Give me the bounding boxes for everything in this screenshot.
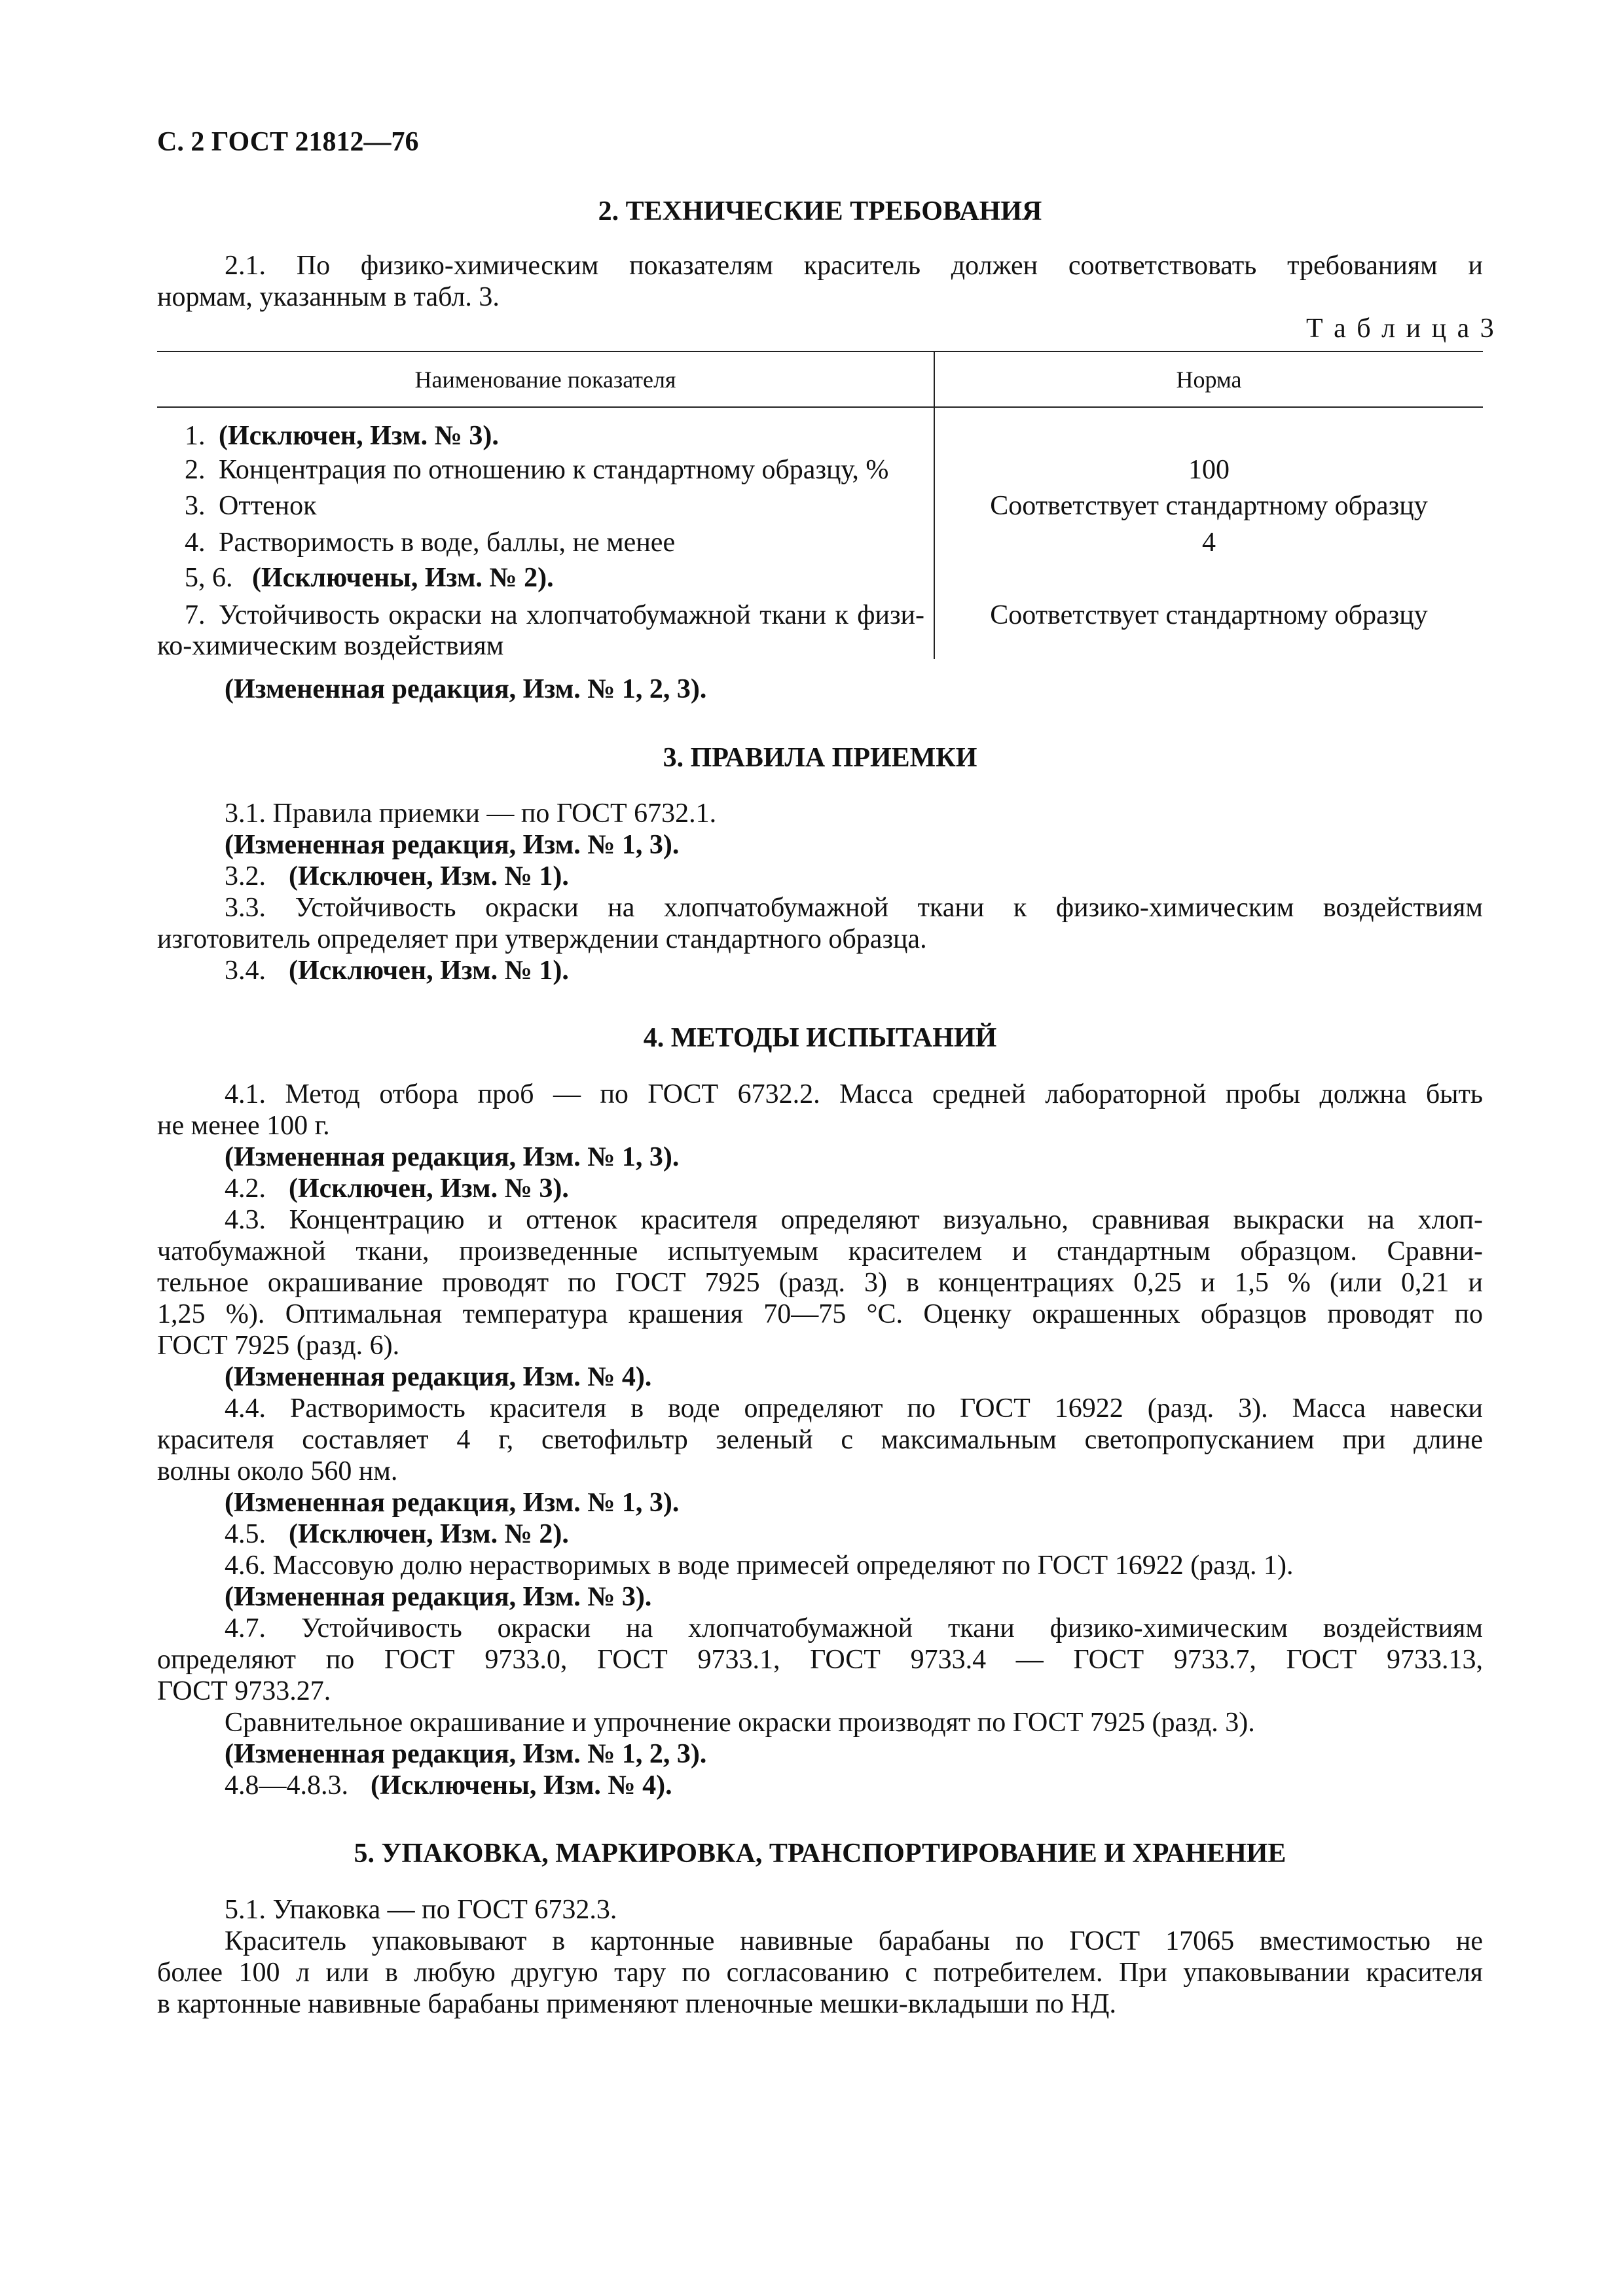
p-4-6: 4.6. Массовую долю нерастворимых в воде примесей определяют по ГОСТ 16922 (разд. 1). — [225, 1551, 1294, 1581]
p-4-2: (Исключен, Изм. № 3). — [289, 1174, 569, 1204]
p-2-1-line1: 2.1. По физико-химическим показателям краситель должен соответствовать требованиям и — [225, 251, 1483, 281]
p-4-4-line2: красителя составляет 4 г, светофильтр зеленый с максимальным светопропусканием при длине — [157, 1425, 1483, 1455]
table-header-name: Наименование показателя — [414, 367, 676, 393]
table-row-name: Концентрация по отношению к стандартному образцу, % — [219, 455, 889, 485]
p-5-1-line2: Краситель упаковывают в картонные навивные барабаны по ГОСТ 17065 вместимостью не — [225, 1926, 1483, 1956]
p-4-3-line2: чатобумажной ткани, произведенные испытуемым красителем и стандартным образцом. Сравни- — [157, 1236, 1483, 1266]
p-3-3-line2: изготовитель определяет при утверждении стандартного образца. — [157, 924, 927, 954]
p-4-3-line3: тельное окрашивание проводят по ГОСТ 7925 (разд. 3) в концентрациях 0,25 и 1,5 % (или 0,21 и — [157, 1268, 1483, 1298]
table-header-norm: Норма — [1176, 367, 1242, 393]
p-4-7-line2: определяют по ГОСТ 9733.0, ГОСТ 9733.1, ГОСТ 9733.4 — ГОСТ 9733.7, ГОСТ 9733.13, — [157, 1645, 1483, 1675]
table-row-num: 7. — [185, 600, 206, 630]
p-3-2-number: 3.2. — [225, 861, 266, 891]
section-2-amendment: (Измененная редакция, Изм. № 1, 2, 3). — [225, 674, 707, 704]
table-row-name: Оттенок — [219, 491, 317, 521]
p-4-8-number: 4.8—4.8.3. — [225, 1770, 348, 1801]
p-4-7-line1: 4.7. Устойчивость окраски на хлопчатобумажной ткани физико-химическим воздействиям — [225, 1613, 1483, 1643]
p-4-7-extra: Сравнительное окрашивание и упрочнение окраски производят по ГОСТ 7925 (разд. 3). — [225, 1708, 1255, 1738]
p-4-4-line3: волны около 560 нм. — [157, 1456, 398, 1486]
p-4-6-amendment: (Измененная редакция, Изм. № 3). — [225, 1582, 652, 1612]
table-row-name: Устойчивость окраски на хлопчатобумажной ткани к физи- — [219, 600, 924, 630]
p-4-1-line2: не менее 100 г. — [157, 1111, 330, 1141]
section-5-title: 5. УПАКОВКА, МАРКИРОВКА, ТРАНСПОРТИРОВАНИЕ И ХРАНЕНИЕ — [354, 1839, 1286, 1869]
p-3-1: 3.1. Правила приемки — по ГОСТ 6732.1. — [225, 798, 717, 829]
section-3-title: 3. ПРАВИЛА ПРИЕМКИ — [663, 743, 977, 773]
p-4-1-line1: 4.1. Метод отбора проб — по ГОСТ 6732.2. Масса средней лабораторной пробы должна быть — [225, 1079, 1483, 1109]
p-4-3-line4: 1,25 %). Оптимальная температура крашения 70—75 °С. Оценку окрашенных образцов проводят по — [157, 1299, 1483, 1329]
table-row-num: 3. — [185, 491, 206, 521]
p-4-7-line3: ГОСТ 9733.27. — [157, 1676, 331, 1706]
table-row-num: 4. — [185, 528, 206, 558]
p-5-1: 5.1. Упаковка — по ГОСТ 6732.3. — [225, 1895, 617, 1925]
table-row-name: (Исключены, Изм. № 2). — [252, 563, 554, 593]
p-4-7-amendment: (Измененная редакция, Изм. № 1, 2, 3). — [225, 1739, 707, 1769]
table-top-rule — [157, 351, 1483, 352]
p-4-8: (Исключены, Изм. № 4). — [371, 1770, 672, 1801]
p-4-2-number: 4.2. — [225, 1174, 266, 1204]
p-4-4-amendment: (Измененная редакция, Изм. № 1, 3). — [225, 1488, 680, 1518]
table-row-norm: 4 — [1202, 528, 1216, 558]
p-2-1-line2: нормам, указанным в табл. 3. — [157, 282, 500, 312]
p-3-1-amendment: (Измененная редакция, Изм. № 1, 3). — [225, 830, 680, 860]
table-row-name-cont: ко-химическим воздействиям — [157, 631, 504, 661]
p-4-3-line1: 4.3. Концентрацию и оттенок красителя определяют визуально, сравнивая выкраски на хлоп- — [225, 1205, 1483, 1235]
table-header-rule — [157, 406, 1483, 408]
table-row-name: Растворимость в воде, баллы, не менее — [219, 528, 676, 558]
section-4-title: 4. МЕТОДЫ ИСПЫТАНИЙ — [643, 1023, 997, 1053]
table-row-norm: 100 — [1188, 455, 1230, 485]
p-4-3-line5: ГОСТ 7925 (разд. 6). — [157, 1331, 400, 1361]
table-row-norm: Соответствует стандартному образцу — [990, 491, 1428, 521]
table-row-name: (Исключен, Изм. № 3). — [219, 421, 499, 451]
p-4-4-line1: 4.4. Растворимость красителя в воде определяют по ГОСТ 16922 (разд. 3). Масса навески — [225, 1393, 1483, 1424]
p-4-1-amendment: (Измененная редакция, Изм. № 1, 3). — [225, 1142, 680, 1172]
p-4-5-number: 4.5. — [225, 1519, 266, 1549]
p-3-2: (Исключен, Изм. № 1). — [289, 861, 569, 891]
table-caption: Т а б л и ц а 3 — [1306, 314, 1496, 344]
p-3-4-number: 3.4. — [225, 956, 266, 986]
table-row-num: 5, 6. — [185, 563, 233, 593]
table-row-num: 2. — [185, 455, 206, 485]
p-5-1-line3: более 100 л или в любую другую тару по согласованию с потребителем. При упаковывании красителя — [157, 1958, 1483, 1988]
table-row-norm: Соответствует стандартному образцу — [990, 600, 1428, 630]
p-4-3-amendment: (Измененная редакция, Изм. № 4). — [225, 1362, 652, 1392]
p-4-5: (Исключен, Изм. № 2). — [289, 1519, 569, 1549]
p-3-3-line1: 3.3. Устойчивость окраски на хлопчатобумажной ткани к физико-химическим воздействиям — [225, 893, 1483, 923]
table-row-num: 1. — [185, 421, 206, 451]
section-2-title: 2. ТЕХНИЧЕСКИЕ ТРЕБОВАНИЯ — [598, 196, 1042, 226]
p-5-1-line4: в картонные навивные барабаны применяют пленочные мешки-вкладыши по НД. — [157, 1989, 1116, 2019]
p-3-4: (Исключен, Изм. № 1). — [289, 956, 569, 986]
page-header: С. 2 ГОСТ 21812—76 — [157, 127, 419, 157]
